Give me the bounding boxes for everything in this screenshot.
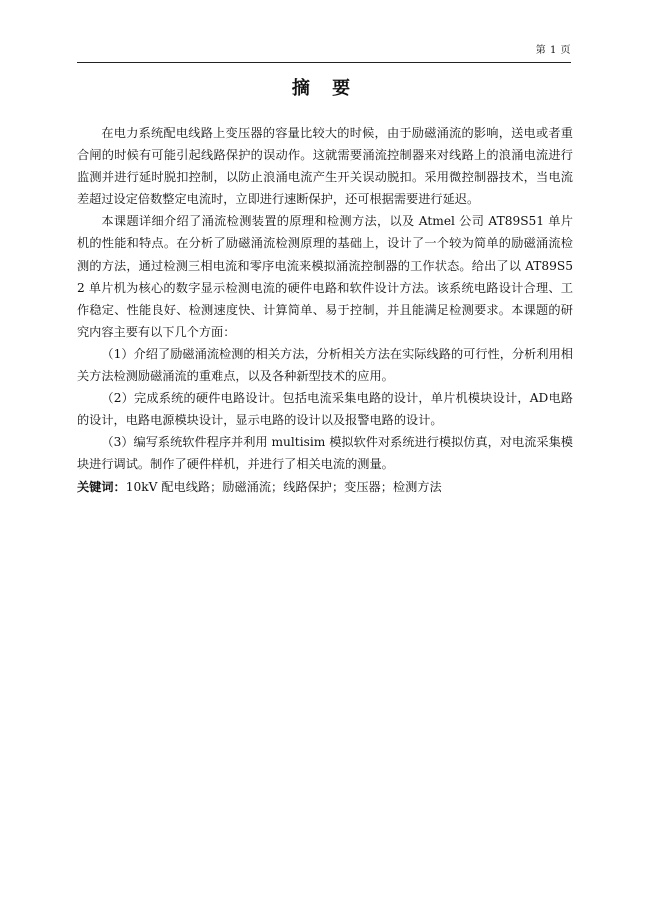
abstract-paragraph-1: 在电力系统配电线路上变压器的容量比较大的时候，由于励磁涌流的影响，送电或者重合闸的时候有可能引起线路保护的误动作。这就需要涌流控制器来对线路上的浪涌电流进行监测并进行延时脱扣控制，以防止浪涌电流产生开关误动脱扣。采用微控制器技术，当电流差超过设定倍数整定电流时，立即进行速断保护，还可根据需要进行延迟。 (77, 126, 573, 207)
page-number: 第 1 页 (535, 45, 571, 56)
keywords-line (77, 476, 573, 498)
abstract-paragraph-5: （3）编写系统软件程序并利用 multisim 模拟软件对系统进行模拟仿真，对电流采集模块进行调试。制作了硬件样机，并进行了相关电流的测量。 (77, 435, 573, 472)
abstract-title: 摘 要 (291, 78, 359, 99)
abstract-paragraph-2: 本课题详细介绍了涌流检测装置的原理和检测方法，以及 Atmel 公司 AT89S51 单片机的性能和特点。在分析了励磁涌流检测原理的基础上，设计了一个较为简单的励磁涌流检测的方法，通过检测三相电流和零序电流来模拟涌流控制器的工作状态。给出了以 AT89S52 单片机为核心的数字显示检测电流的硬件电路和软件设计方法。该系统电路设计合理、工作稳定、性能良好、检测速度快、计算简单、易于控制，并且能满足检测要求。本课题的研究内容主要有以下几个方面： (77, 214, 573, 339)
keywords-text: 10kV 配电线路；励磁涌流；线路保护；变压器；检测方法 (125, 479, 442, 494)
abstract-paragraph-4: （2）完成系统的硬件电路设计。包括电流采集电路的设计，单片机模块设计，AD电路的设计，电路电源模块设计，显示电路的设计以及报警电路的设计。 (77, 391, 573, 428)
abstract-body (77, 122, 573, 498)
page-header (77, 45, 571, 63)
keywords-label: 关键词： (77, 479, 126, 494)
abstract-paragraph-3: （1）介绍了励磁涌流检测的相关方法，分析相关方法在实际线路的可行性，分析利用相关方法检测励磁涌流的重难点，以及各种新型技术的应用。 (77, 346, 573, 384)
